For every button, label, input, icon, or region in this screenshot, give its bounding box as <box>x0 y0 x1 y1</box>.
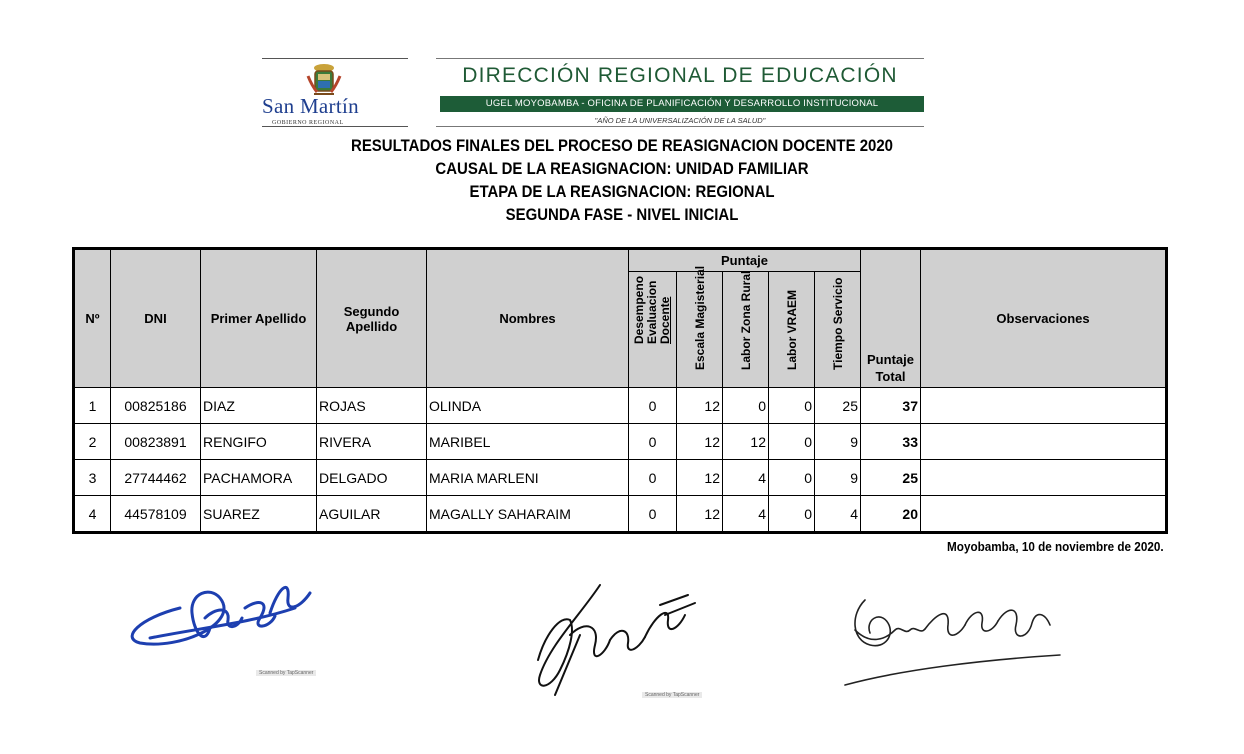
cell-number: 4 <box>75 496 111 532</box>
cell-primer-apellido: PACHAMORA <box>201 460 317 496</box>
cell-nombres: OLINDA <box>427 388 629 424</box>
institution-band: UGEL MOYOBAMBA - OFICINA DE PLANIFICACIÓN Y DESARROLLO INSTITUCIONAL <box>440 96 924 112</box>
cell-observaciones <box>921 496 1166 532</box>
table-row <box>75 424 1166 460</box>
cell-puntaje-total: 25 <box>861 460 921 496</box>
year-motto: "AÑO DE LA UNIVERSALIZACIÓN DE LA SALUD" <box>594 116 766 125</box>
cell-primer-apellido: DIAZ <box>201 388 317 424</box>
col-header-desempeno <box>629 272 677 388</box>
desempeno-line-2: Evaluacion <box>644 280 659 344</box>
cell-labor-rural: 4 <box>723 496 769 532</box>
col-header-nombres: Nombres <box>427 250 629 388</box>
results-table <box>74 249 1166 532</box>
cell-nombres: MARIBEL <box>427 424 629 460</box>
institution-block <box>436 58 924 128</box>
cell-desempeno: 0 <box>629 460 677 496</box>
cell-desempeno: 0 <box>629 496 677 532</box>
document-title: RESULTADOS FINALES DEL PROCESO DE REASIGNACION DOCENTE 2020 <box>351 136 893 155</box>
col-header-observaciones: Observaciones <box>921 250 1166 388</box>
cell-number: 1 <box>75 388 111 424</box>
regional-government-logo <box>262 58 412 128</box>
col-header-puntaje: Puntaje <box>629 250 861 272</box>
col-header-desempeno-label <box>633 276 672 344</box>
cell-desempeno: 0 <box>629 424 677 460</box>
cell-tiempo: 9 <box>815 424 861 460</box>
logo-bottom-rule <box>262 126 408 127</box>
cell-tiempo: 9 <box>815 460 861 496</box>
cell-nombres: MARIA MARLENI <box>427 460 629 496</box>
scanner-stamp-1: Scanned by TapScanner <box>256 670 316 676</box>
col-header-puntaje-total: Puntaje Total <box>861 250 921 388</box>
cell-dni: 00823891 <box>111 424 201 460</box>
phase-level: SEGUNDA FASE - NIVEL INICIAL <box>505 205 739 224</box>
col-header-labor-rural <box>723 272 769 388</box>
cell-observaciones <box>921 388 1166 424</box>
signature-2 <box>510 575 710 705</box>
desempeno-line-1: Desempeno <box>631 275 646 344</box>
table-row <box>75 496 1166 532</box>
cell-labor-vraem: 0 <box>769 424 815 460</box>
cell-nombres: MAGALLY SAHARAIM <box>427 496 629 532</box>
cell-puntaje-total: 33 <box>861 424 921 460</box>
cell-puntaje-total: 20 <box>861 496 921 532</box>
cell-segundo-apellido: AGUILAR <box>317 496 427 532</box>
signature-3 <box>840 585 1070 695</box>
cell-segundo-apellido: DELGADO <box>317 460 427 496</box>
cell-segundo-apellido: ROJAS <box>317 388 427 424</box>
cell-labor-vraem: 0 <box>769 496 815 532</box>
cell-puntaje-total: 37 <box>861 388 921 424</box>
col-header-tiempo-label: Tiempo Servicio <box>830 277 845 370</box>
cell-labor-rural: 4 <box>723 460 769 496</box>
institution-top-rule <box>436 58 924 59</box>
cell-escala: 12 <box>677 424 723 460</box>
reassignment-stage: ETAPA DE LA REASIGNACION: REGIONAL <box>469 182 775 201</box>
letterhead <box>262 58 924 128</box>
signature-2-ink <box>538 585 695 695</box>
col-header-labor-rural-label: Labor Zona Rural <box>738 270 753 370</box>
cell-escala: 12 <box>677 388 723 424</box>
table-row <box>75 388 1166 424</box>
logo-name: San Martín <box>262 94 359 118</box>
place-date: Moyobamba, 10 de noviembre de 2020. <box>947 539 1164 554</box>
cell-number: 3 <box>75 460 111 496</box>
col-header-escala-label: Escala Magisterial <box>692 265 707 370</box>
cell-observaciones <box>921 424 1166 460</box>
cell-segundo-apellido: RIVERA <box>317 424 427 460</box>
col-header-segundo-apellido: Segundo Apellido <box>317 250 427 388</box>
cell-tiempo: 4 <box>815 496 861 532</box>
cell-labor-vraem: 0 <box>769 460 815 496</box>
signature-1 <box>120 568 320 668</box>
col-header-tiempo <box>815 272 861 388</box>
col-header-labor-vraem-label: Labor VRAEM <box>784 289 799 370</box>
cell-primer-apellido: SUAREZ <box>201 496 317 532</box>
cell-desempeno: 0 <box>629 388 677 424</box>
institution-bottom-rule <box>436 126 924 127</box>
col-header-number: Nº <box>75 250 111 388</box>
cell-dni: 44578109 <box>111 496 201 532</box>
signature-1-ink <box>132 587 310 644</box>
institution-name: DIRECCIÓN REGIONAL DE EDUCACIÓN <box>462 64 898 87</box>
cell-dni: 00825186 <box>111 388 201 424</box>
col-header-primer-apellido: Primer Apellido <box>201 250 317 388</box>
logo-subtitle: GOBIERNO REGIONAL <box>272 120 344 126</box>
document-titles <box>0 134 1244 226</box>
cell-labor-rural: 0 <box>723 388 769 424</box>
cell-tiempo: 25 <box>815 388 861 424</box>
cell-escala: 12 <box>677 496 723 532</box>
cell-escala: 12 <box>677 460 723 496</box>
cell-dni: 27744462 <box>111 460 201 496</box>
logo-top-rule <box>262 58 408 59</box>
desempeno-line-3: Docente <box>657 296 672 344</box>
col-header-labor-vraem <box>769 272 815 388</box>
reassignment-cause: CAUSAL DE LA REASIGNACION: UNIDAD FAMILIAR <box>435 159 809 178</box>
col-header-dni: DNI <box>111 250 201 388</box>
cell-observaciones <box>921 460 1166 496</box>
cell-labor-rural: 12 <box>723 424 769 460</box>
cell-primer-apellido: RENGIFO <box>201 424 317 460</box>
col-header-escala <box>677 265 723 388</box>
cell-number: 2 <box>75 424 111 460</box>
table-row <box>75 460 1166 496</box>
signature-3-ink <box>845 600 1060 685</box>
cell-labor-vraem: 0 <box>769 388 815 424</box>
scanner-stamp-2: Scanned by TapScanner <box>642 692 702 698</box>
